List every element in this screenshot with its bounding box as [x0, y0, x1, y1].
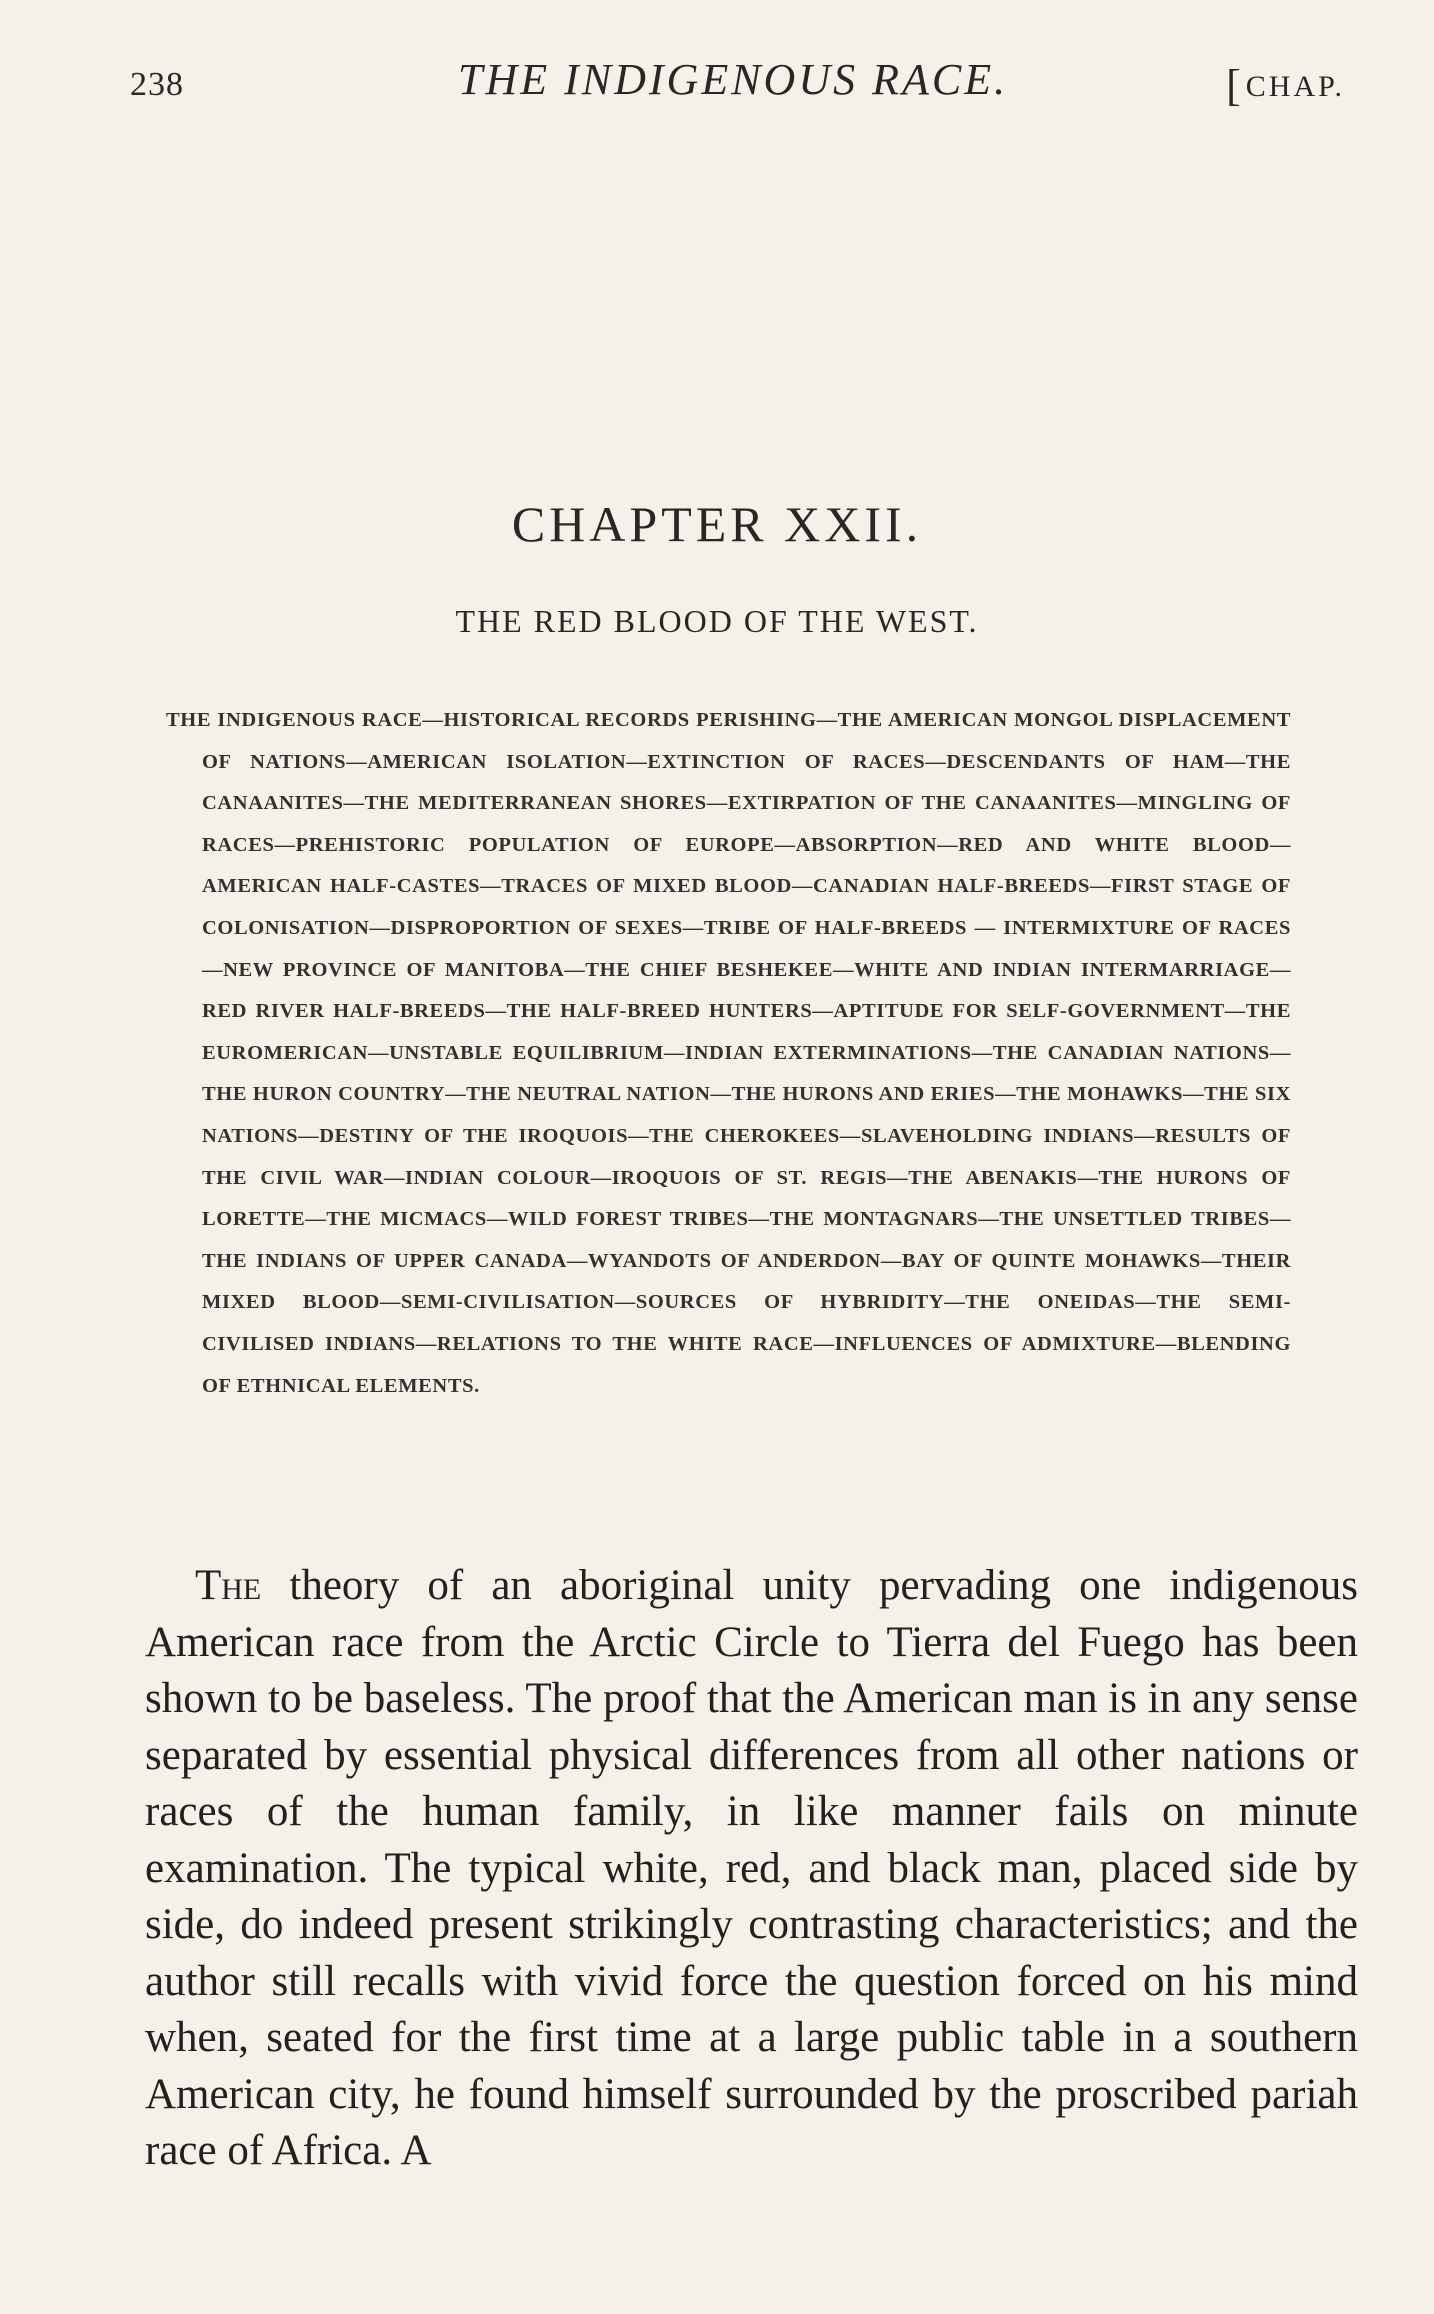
- chapter-marker-label: CHAP.: [1245, 70, 1345, 103]
- chapter-synopsis: THE INDIGENOUS RACE—HISTORICAL RECORDS PERISHING—THE AMERICAN MONGOL DISPLACEMENT OF NATIONS—AMERICAN ISOLATION—EXTINCTION OF RACES—DESCENDANTS OF HAM—THE CANAANITES—THE MEDITERRANEAN SHORES—EXTIRPATION OF THE CANAANITES—MINGLING OF RACES—PREHISTORIC POPULATION OF EUROPE—ABSORPTION—RED AND WHITE BLOOD—AMERICAN HALF-CASTES—TRACES OF MIXED BLOOD—CANADIAN HALF-BREEDS—FIRST STAGE OF COLONISATION—DISPROPORTION OF SEXES—TRIBE OF HALF-BREEDS — INTERMIXTURE OF RACES—NEW PROVINCE OF MANITOBA—THE CHIEF BESHEKEE—WHITE AND INDIAN INTERMARRIAGE—RED RIVER HALF-BREEDS—THE HALF-BREED HUNTERS—APTITUDE FOR SELF-GOVERNMENT—THE EUROMERICAN—UNSTABLE EQUILIBRIUM—INDIAN EXTERMINATIONS—THE CANADIAN NATIONS—THE HURON COUNTRY—THE NEUTRAL NATION—THE HURONS AND ERIES—THE MOHAWKS—THE SIX NATIONS—DESTINY OF THE IROQUOIS—THE CHEROKEES—SLAVEHOLDING INDIANS—RESULTS OF THE CIVIL WAR—INDIAN COLOUR—IROQUOIS OF ST. REGIS—THE ABENAKIS—THE HURONS OF LORETTE—THE MICMACS—WILD FOREST TRIBES—THE MONTAGNARS—THE UNSETTLED TRIBES—THE INDIANS OF UPPER CANADA—WYANDOTS OF ANDERDON—BAY OF QUINTE MOHAWKS—THEIR MIXED BLOOD—SEMI-CIVILISATION—SOURCES OF HYBRIDITY—THE ONEIDAS—THE SEMI-CIVILISED INDIANS—RELATIONS TO THE WHITE RACE—INFLUENCES OF ADMIXTURE—BLENDING OF ETHNICAL ELEMENTS.: [166, 709, 1291, 1397]
- running-header: [130, 52, 1345, 112]
- running-title: THE INDIGENOUS RACE.: [458, 55, 1009, 104]
- lead-word: The: [195, 1562, 262, 1609]
- paragraph-text: theory of an aboriginal unity pervading one indigenous American race from the Arctic Circle to Tierra del Fuego has been shown to be baseless. The proof that the American man is in any sense separated by essential physical differences from all other nations or races of the human family, in like manner fails on minute examination. The typical white, red, and black man, placed side by side, do indeed present strikingly contrasting characteristics; and the author still recalls with vivid force the question forced on his mind when, seated for the first time at a large public table in a southern American city, he found himself surrounded by the proscribed pariah race of Africa. A: [145, 1562, 1358, 2174]
- chapter-title: THE RED BLOOD OF THE WEST.: [455, 603, 979, 639]
- body-paragraph: [145, 1558, 1358, 2180]
- page-number: 238: [130, 66, 184, 103]
- chapter-number: CHAPTER XXII.: [511, 496, 923, 552]
- chapter-marker: [1226, 60, 1345, 111]
- bracket-glyph: [: [1226, 61, 1244, 110]
